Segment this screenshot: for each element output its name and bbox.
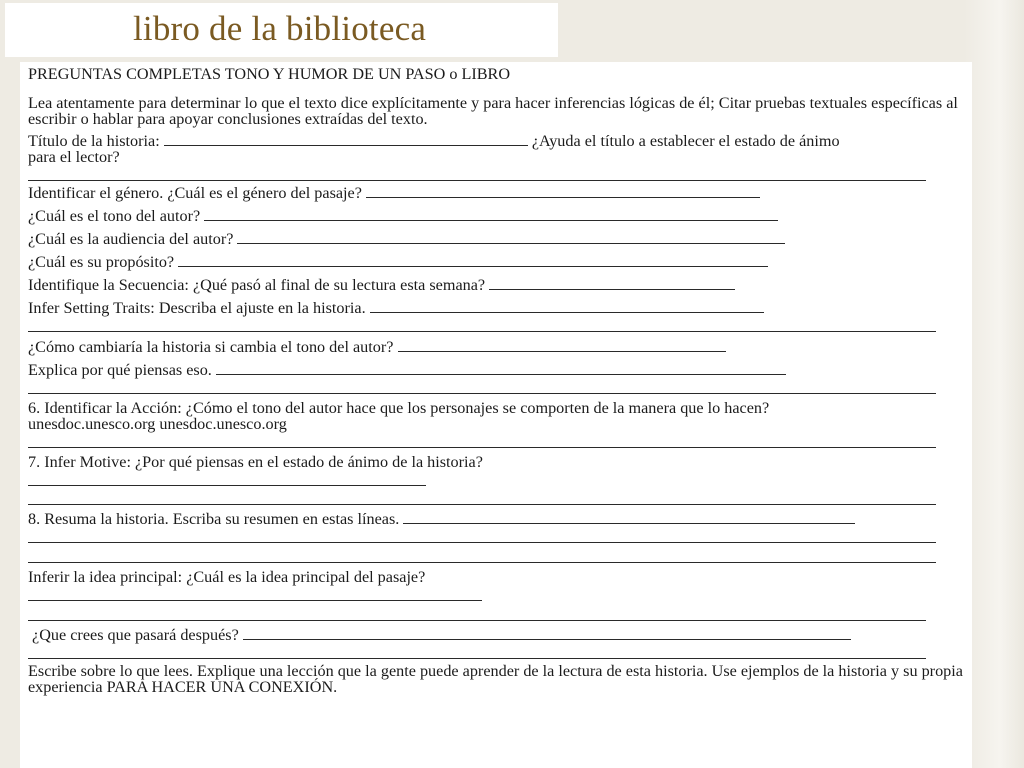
worksheet-instructions: Lea atentamente para determinar lo que el texto dice explícitamente y para hacer inferencias lógicas de él; Citar pruebas textuales específicas al escribir o hablar para apoyar conclusiones extraídas del texto. xyxy=(28,94,958,128)
question-genre: Identificar el género. ¿Cuál es el género del pasaje? xyxy=(28,185,968,201)
answer-line[interactable] xyxy=(489,277,735,290)
worksheet-page xyxy=(20,62,972,768)
answer-line[interactable] xyxy=(237,231,785,244)
question-next: ¿Que crees que pasará después? xyxy=(28,627,968,643)
answer-line[interactable] xyxy=(28,432,936,448)
background-gradient xyxy=(964,0,1024,768)
answer-line[interactable] xyxy=(28,489,936,505)
answer-line[interactable] xyxy=(28,378,936,394)
answer-line[interactable] xyxy=(370,300,764,313)
answer-line[interactable] xyxy=(28,585,482,601)
answer-line[interactable] xyxy=(366,185,760,198)
answer-line[interactable] xyxy=(28,527,936,543)
question-main-idea: Inferir la idea principal: ¿Cuál es la idea principal del pasaje? xyxy=(28,568,426,586)
title-box xyxy=(5,3,558,57)
answer-line[interactable] xyxy=(28,316,936,332)
answer-line[interactable] xyxy=(28,643,926,659)
answer-line[interactable] xyxy=(28,547,936,563)
worksheet-heading: PREGUNTAS COMPLETAS TONO Y HUMOR DE UN PASO o LIBRO xyxy=(28,65,511,83)
answer-line[interactable] xyxy=(398,339,726,352)
question-write: Escribe sobre lo que lees. Explique una lección que la gente puede aprender de la lectura de esta historia. Use ejemplos de la historia y su propia experiencia PARA HACER UNA CONEXIÓN. xyxy=(28,662,963,696)
answer-line[interactable] xyxy=(28,165,926,181)
answer-line[interactable] xyxy=(204,208,778,221)
question-audience: ¿Cuál es la audiencia del autor? xyxy=(28,231,968,247)
answer-line[interactable] xyxy=(28,605,926,621)
worksheet-content xyxy=(28,66,968,695)
question-motive: 7. Infer Motive: ¿Por qué piensas en el estado de ánimo de la historia? xyxy=(28,453,483,471)
question-title: Título de la historia: ¿Ayuda el título a establecer el estado de ánimo para el lector? xyxy=(28,132,840,166)
question-purpose: ¿Cuál es su propósito? xyxy=(28,254,968,270)
question-explain: Explica por qué piensas eso. xyxy=(28,362,968,378)
question-tone: ¿Cuál es el tono del autor? xyxy=(28,208,968,224)
question-sequence: Identifique la Secuencia: ¿Qué pasó al final de su lectura esta semana? xyxy=(28,277,968,293)
answer-line[interactable] xyxy=(243,627,851,640)
answer-line[interactable] xyxy=(28,470,426,486)
question-action: 6. Identificar la Acción: ¿Cómo el tono del autor hace que los personajes se comporten de la manera que lo hacen? unesdoc.unesco.org unesdoc.unesco.org xyxy=(28,399,770,433)
slide-title: libro de la biblioteca xyxy=(133,9,427,48)
answer-line[interactable] xyxy=(178,254,768,267)
question-setting: Infer Setting Traits: Describa el ajuste en la historia. xyxy=(28,300,968,316)
answer-line[interactable] xyxy=(164,133,528,146)
question-tone-change: ¿Cómo cambiaría la historia si cambia el tono del autor? xyxy=(28,339,968,355)
question-summary: 8. Resuma la historia. Escriba su resumen en estas líneas. xyxy=(28,511,968,527)
answer-line[interactable] xyxy=(216,362,786,375)
answer-line[interactable] xyxy=(403,511,855,524)
